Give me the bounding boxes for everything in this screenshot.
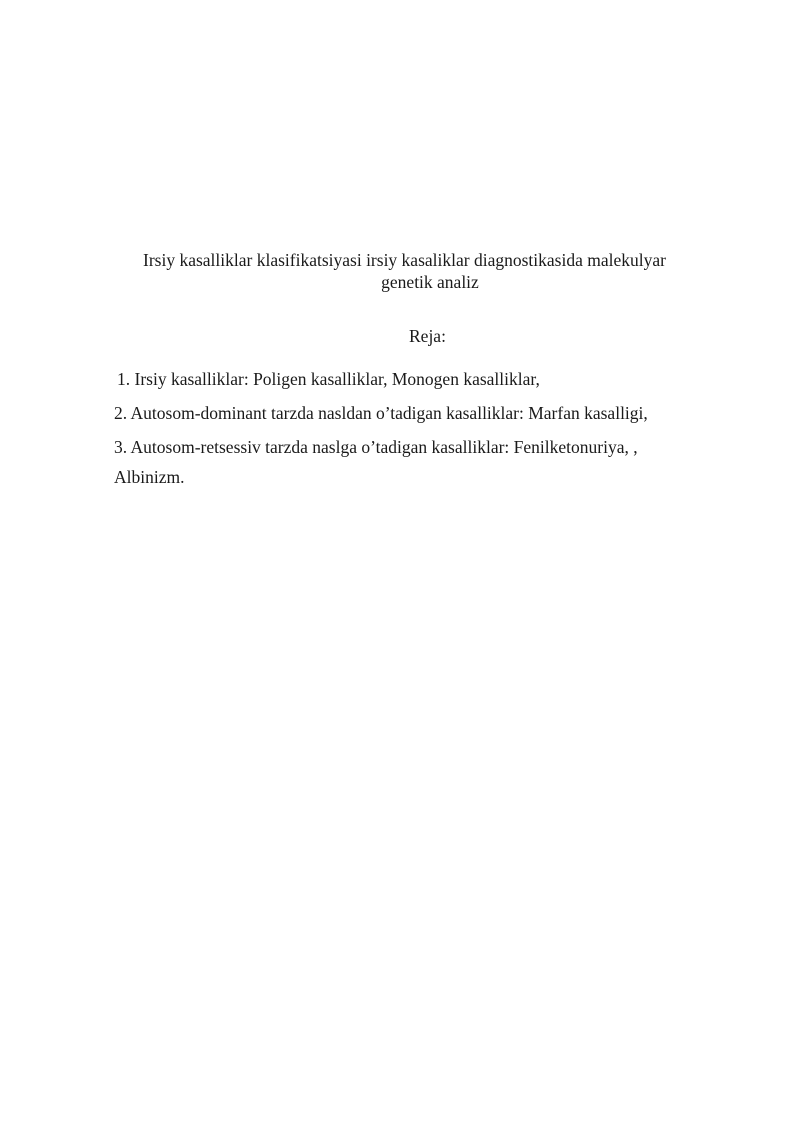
plan-item-3: 3. Autosom-retsessiv tarzda naslga o’tadigan kasalliklar: Fenilketonuriya, ,	[114, 437, 638, 457]
document-title-line-2: genetik analiz	[381, 272, 479, 292]
plan-item-1: 1. Irsiy kasalliklar: Poligen kasalliklar, Monogen kasalliklar,	[117, 369, 540, 389]
plan-item-2: 2. Autosom-dominant tarzda nasldan o’tadigan kasalliklar: Marfan kasalligi,	[114, 403, 648, 423]
plan-heading: Reja:	[409, 326, 446, 346]
document-title-line-1: Irsiy kasalliklar klasifikatsiyasi irsiy kasaliklar diagnostikasida malekulyar	[143, 250, 666, 270]
plan-item-3-continuation: Albinizm.	[114, 467, 185, 487]
